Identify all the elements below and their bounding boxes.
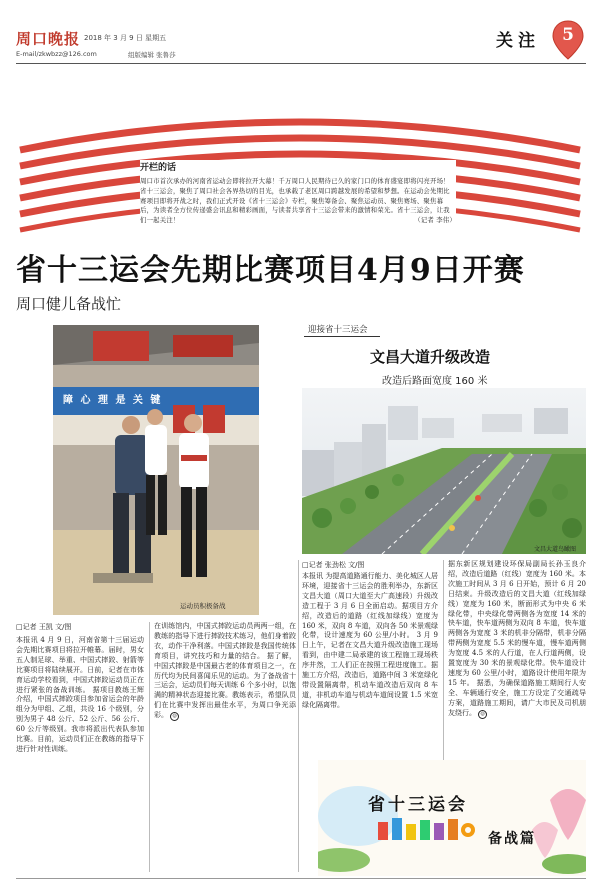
footer-divider <box>16 878 586 879</box>
column-divider <box>149 622 150 872</box>
story-title: 文昌大道升级改造 <box>370 348 491 366</box>
road-rendering <box>302 388 586 554</box>
intro-text: 周口市首次承办的河南省运动会即将拉开大幕！千万周口人民期待已久的家门口的体育盛宴即将闪亮开场！省十三运会，聚焦了周口社会各界热切的目光，也承载了老区周口跨越发展的希望和梦想。在运动会先期比赛项目即将开战之时，我们正式开设《省十三运会》专栏，聚焦筹备会、聚焦运动员、聚焦赛场、聚焦幕后，为读者全方位传递盛会讯息和精彩画面，与读者共享省十三运会带来的激情和荣光。省十三运会，让我们一起关注！ <box>140 177 450 225</box>
right-col1-text: 本报讯 为提高道路通行能力、美化城区人居环境，迎接省十三运会的胜利举办，东新区文昌大道（周口大道至大广高速段）升级改造工程于 3 月 6 日全面启动。据项目方介绍，改造后的道路（红线加绿线）宽度为 160 米，双向 8 车道，双向各 50 米景观绿化带，设计速度为 60 公里/小时。 3 月 9 日上午，记者在文昌大道升级改造施工现场看到，由中建二局承建的该工程施工现场秩序井然，工人们正在按照工程进度施工。据施工方介绍，改造后，道路中间 3 米宽绿化带设置隔离带，机动车道改造后双向 8 车道，非机动车道与机动车道间设置 1.5 米宽绿化隔离带。 <box>302 572 438 709</box>
rendering-caption: 文昌大道鸟瞰图 <box>534 546 577 553</box>
wrestling-illustration <box>53 325 259 615</box>
column-divider <box>443 560 444 760</box>
masthead-logo: 周口晚报 <box>16 30 81 48</box>
left-story-column-2 <box>154 622 296 854</box>
column-divider <box>298 560 299 872</box>
right-col2-text: 据东新区规划建设环保局副局长孙玉良介绍，改造后道路（红线）宽度为 160 米。本次施工时间从 3 月 6 日开始，预计 6 月 20 日结束。升级改造后的文昌大道（红线加绿线）宽度为 160 米，断面形式为中央 6 米绿化带，中央绿化带两侧各为宽度 14 米的快车道，快车道两侧为双向 8 车道，快车道两侧各为宽度 3 米的机非分隔带，机非分隔带两侧为宽度 5.5 米的慢车道，慢车道两侧为宽度 4.5 米的人行道，在人行道两侧，设置宽度为 30 米的景观绿化带。快车道设计速度为 60 公里/小时，道路设计使用年限为 15 年。 据悉，为确保道路施工期间行人安全、车辆通行安全，施工方设定了交通疏导方案，道路施工期间，请广大市民及司机朋友绕行。 <box>448 560 586 717</box>
wrestling-photo <box>53 325 259 615</box>
contact-email: E-mail/zkwbzz@126.com <box>16 50 97 58</box>
banner-subtitle: 备战篇 <box>488 831 536 847</box>
intro-body <box>140 177 456 226</box>
right-story-byline: □记者 张劲松 文/图 <box>302 561 365 569</box>
left-col1-text: 本报讯 4 月 9 日，河南省第十三届运动会先期比赛项目将拉开帷幕。届时，男女五人制足球、举重、中国式摔跤、射箭等比赛项目将陆续展开。日前，记者在市体育运动学校看到，中国式摔跤运动员正在进行紧张的备战训练。 据项目教练王辉介绍，中国式摔跤项目参加省运会的年龄组分为甲组、乙组，共设 16 个级别，分别为男子 48 公斤、52 公斤、56 公斤、60 公斤等级别。我市将派出代表队参加比赛。目前，运动员们正在教练的指导下进行针对性训练。 <box>16 636 144 753</box>
sub-headline: 周口健儿备战忙 <box>16 295 122 313</box>
main-headline: 省十三运会先期比赛项目4月9日开赛 <box>16 253 525 288</box>
column-intro <box>140 160 456 236</box>
left-story-column-1 <box>16 636 144 874</box>
page-number-badge <box>552 20 584 60</box>
intro-author: （记者 李伟） <box>414 216 456 225</box>
layout-editor: 组版编辑 张鲁莎 <box>128 51 176 59</box>
story-subtitle: 改造后路面宽度 160 米 <box>382 376 488 387</box>
end-mark-icon: ◎ <box>170 712 179 721</box>
banner-illustration <box>318 760 586 876</box>
kicker-rule <box>304 336 380 337</box>
photo-caption: 运动员积极备战 <box>180 602 226 610</box>
header-divider <box>16 63 586 64</box>
right-story-column-1 <box>302 572 438 772</box>
left-col2-text: 在训练馆内，中国式摔跤运动员两两一组，在教练的指导下进行摔跤技术练习，他们身着跤衣，动作干净利落。中国式摔跤是我国传统体育项目，讲究技巧和力量的结合。 据了解，中国式摔跤是中国最古老的体育项目之一，在历代均为民间喜闻乐见的运动。为了备战省十三运会，运动员们每天训练 6 个多小时，以饱满的精神状态迎接比赛。教练表示，希望队员们在比赛中发挥出最佳水平，为周口争光添彩。 <box>154 622 296 720</box>
left-story-byline: □记者 王凯 文/图 <box>16 623 72 631</box>
page-header <box>0 0 600 68</box>
section-title: 关注 <box>496 31 540 51</box>
story-kicker: 迎接省十三运会 <box>308 325 368 335</box>
road-aerial-illustration <box>302 388 586 554</box>
intro-title: 开栏的话 <box>140 163 177 173</box>
wall-banner-text: 障 心 理 是 关 键 <box>63 395 163 406</box>
right-story-column-2 <box>448 560 586 772</box>
end-mark-icon: ◎ <box>478 710 487 719</box>
page-number: 5 <box>562 25 574 45</box>
issue-date: 2018 年 3 月 9 日 星期五 <box>84 34 167 42</box>
games-banner <box>318 760 586 876</box>
banner-title: 省十三运会 <box>368 795 468 815</box>
